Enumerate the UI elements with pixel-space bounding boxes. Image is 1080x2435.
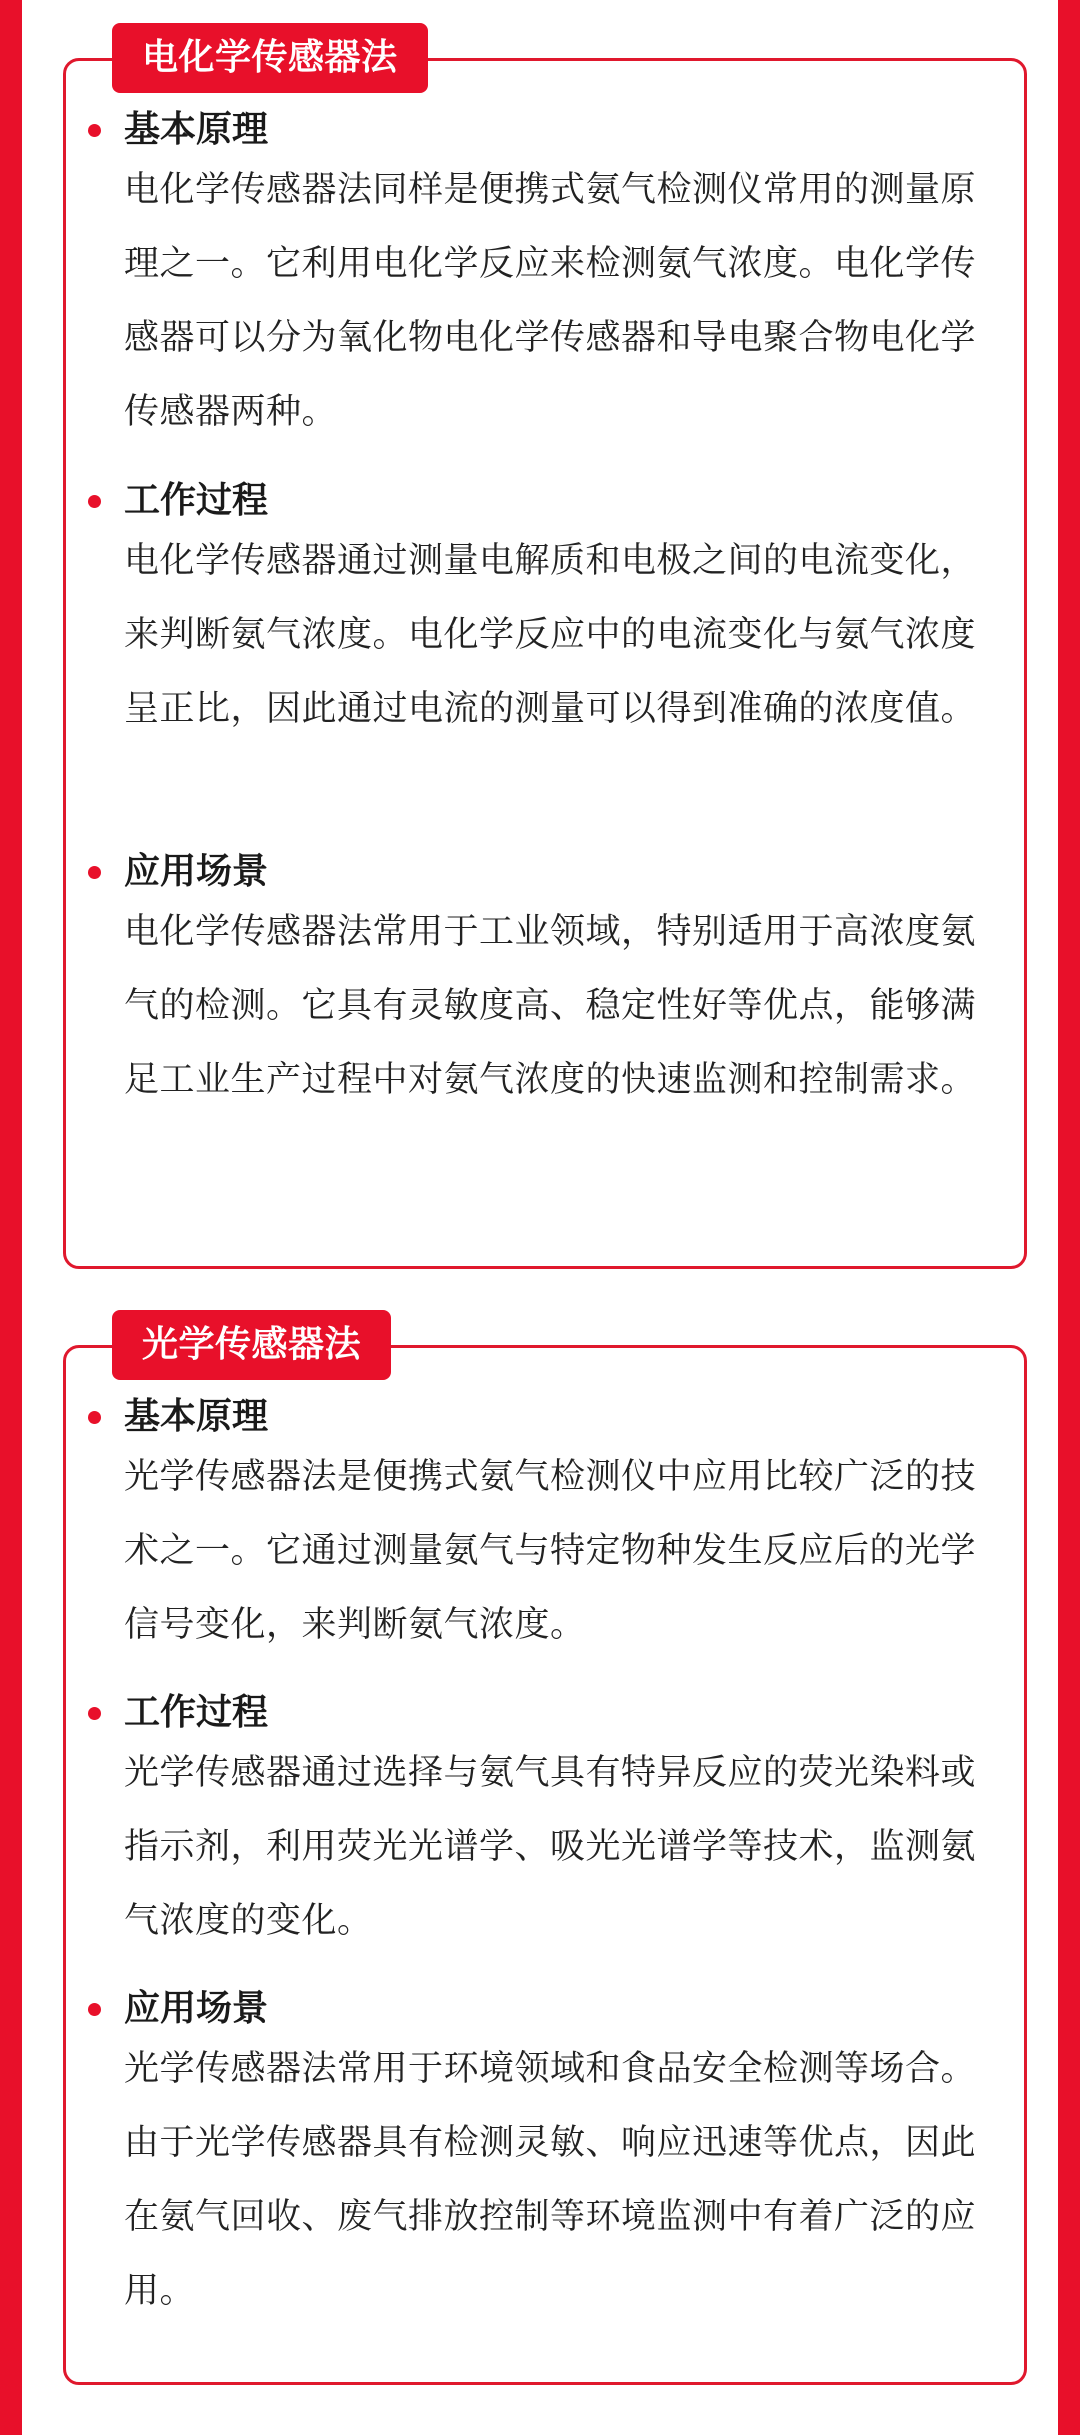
bullet-dot-icon <box>88 124 101 137</box>
section-body: 电化学传感器通过测量电解质和电极之间的电流变化，来判断氨气浓度。电化学反应中的电流变化与氨气浓度呈正比，因此通过电流的测量可以得到准确的浓度值。 <box>124 541 977 729</box>
bullet-dot-icon <box>88 2003 101 2016</box>
section-heading: 工作过程 <box>124 1692 269 1733</box>
section-body: 电化学传感器法常用于工业领域，特别适用于高浓度氨气的检测。它具有灵敏度高、稳定性好等优点，能够满足工业生产过程中对氨气浓度的快速监测和控制需求。 <box>124 912 977 1100</box>
section-body: 光学传感器法常用于环境领域和食品安全检测等场合。由于光学传感器具有检测灵敏、响应迅速等优点，因此在氨气回收、废气排放控制等环境监测中有着广泛的应用。 <box>124 2049 977 2311</box>
section-heading: 工作过程 <box>124 480 269 521</box>
card-title: 电化学传感器法 <box>112 23 428 93</box>
bullet-dot-icon <box>88 1707 101 1720</box>
section-heading: 应用场景 <box>124 851 269 892</box>
section-heading: 基本原理 <box>124 109 269 150</box>
card-electrochemical <box>63 37 1027 1269</box>
bullet-dot-icon <box>88 866 101 879</box>
bullet-dot-icon <box>88 1411 101 1424</box>
section-heading: 基本原理 <box>124 1396 269 1437</box>
section-heading: 应用场景 <box>124 1988 269 2029</box>
card-title: 光学传感器法 <box>112 1310 391 1380</box>
section-body: 光学传感器法是便携式氨气检测仪中应用比较广泛的技术之一。它通过测量氨气与特定物种发生反应后的光学信号变化，来判断氨气浓度。 <box>124 1457 977 1645</box>
card-optical <box>63 1324 1027 2385</box>
section-body: 光学传感器通过选择与氨气具有特异反应的荧光染料或指示剂，利用荧光光谱学、吸光光谱学等技术，监测氨气浓度的变化。 <box>124 1753 977 1941</box>
article-page <box>22 0 1058 2435</box>
bullet-dot-icon <box>88 495 101 508</box>
section-body: 电化学传感器法同样是便携式氨气检测仪常用的测量原理之一。它利用电化学反应来检测氨气浓度。电化学传感器可以分为氧化物电化学传感器和导电聚合物电化学传感器两种。 <box>124 170 977 432</box>
